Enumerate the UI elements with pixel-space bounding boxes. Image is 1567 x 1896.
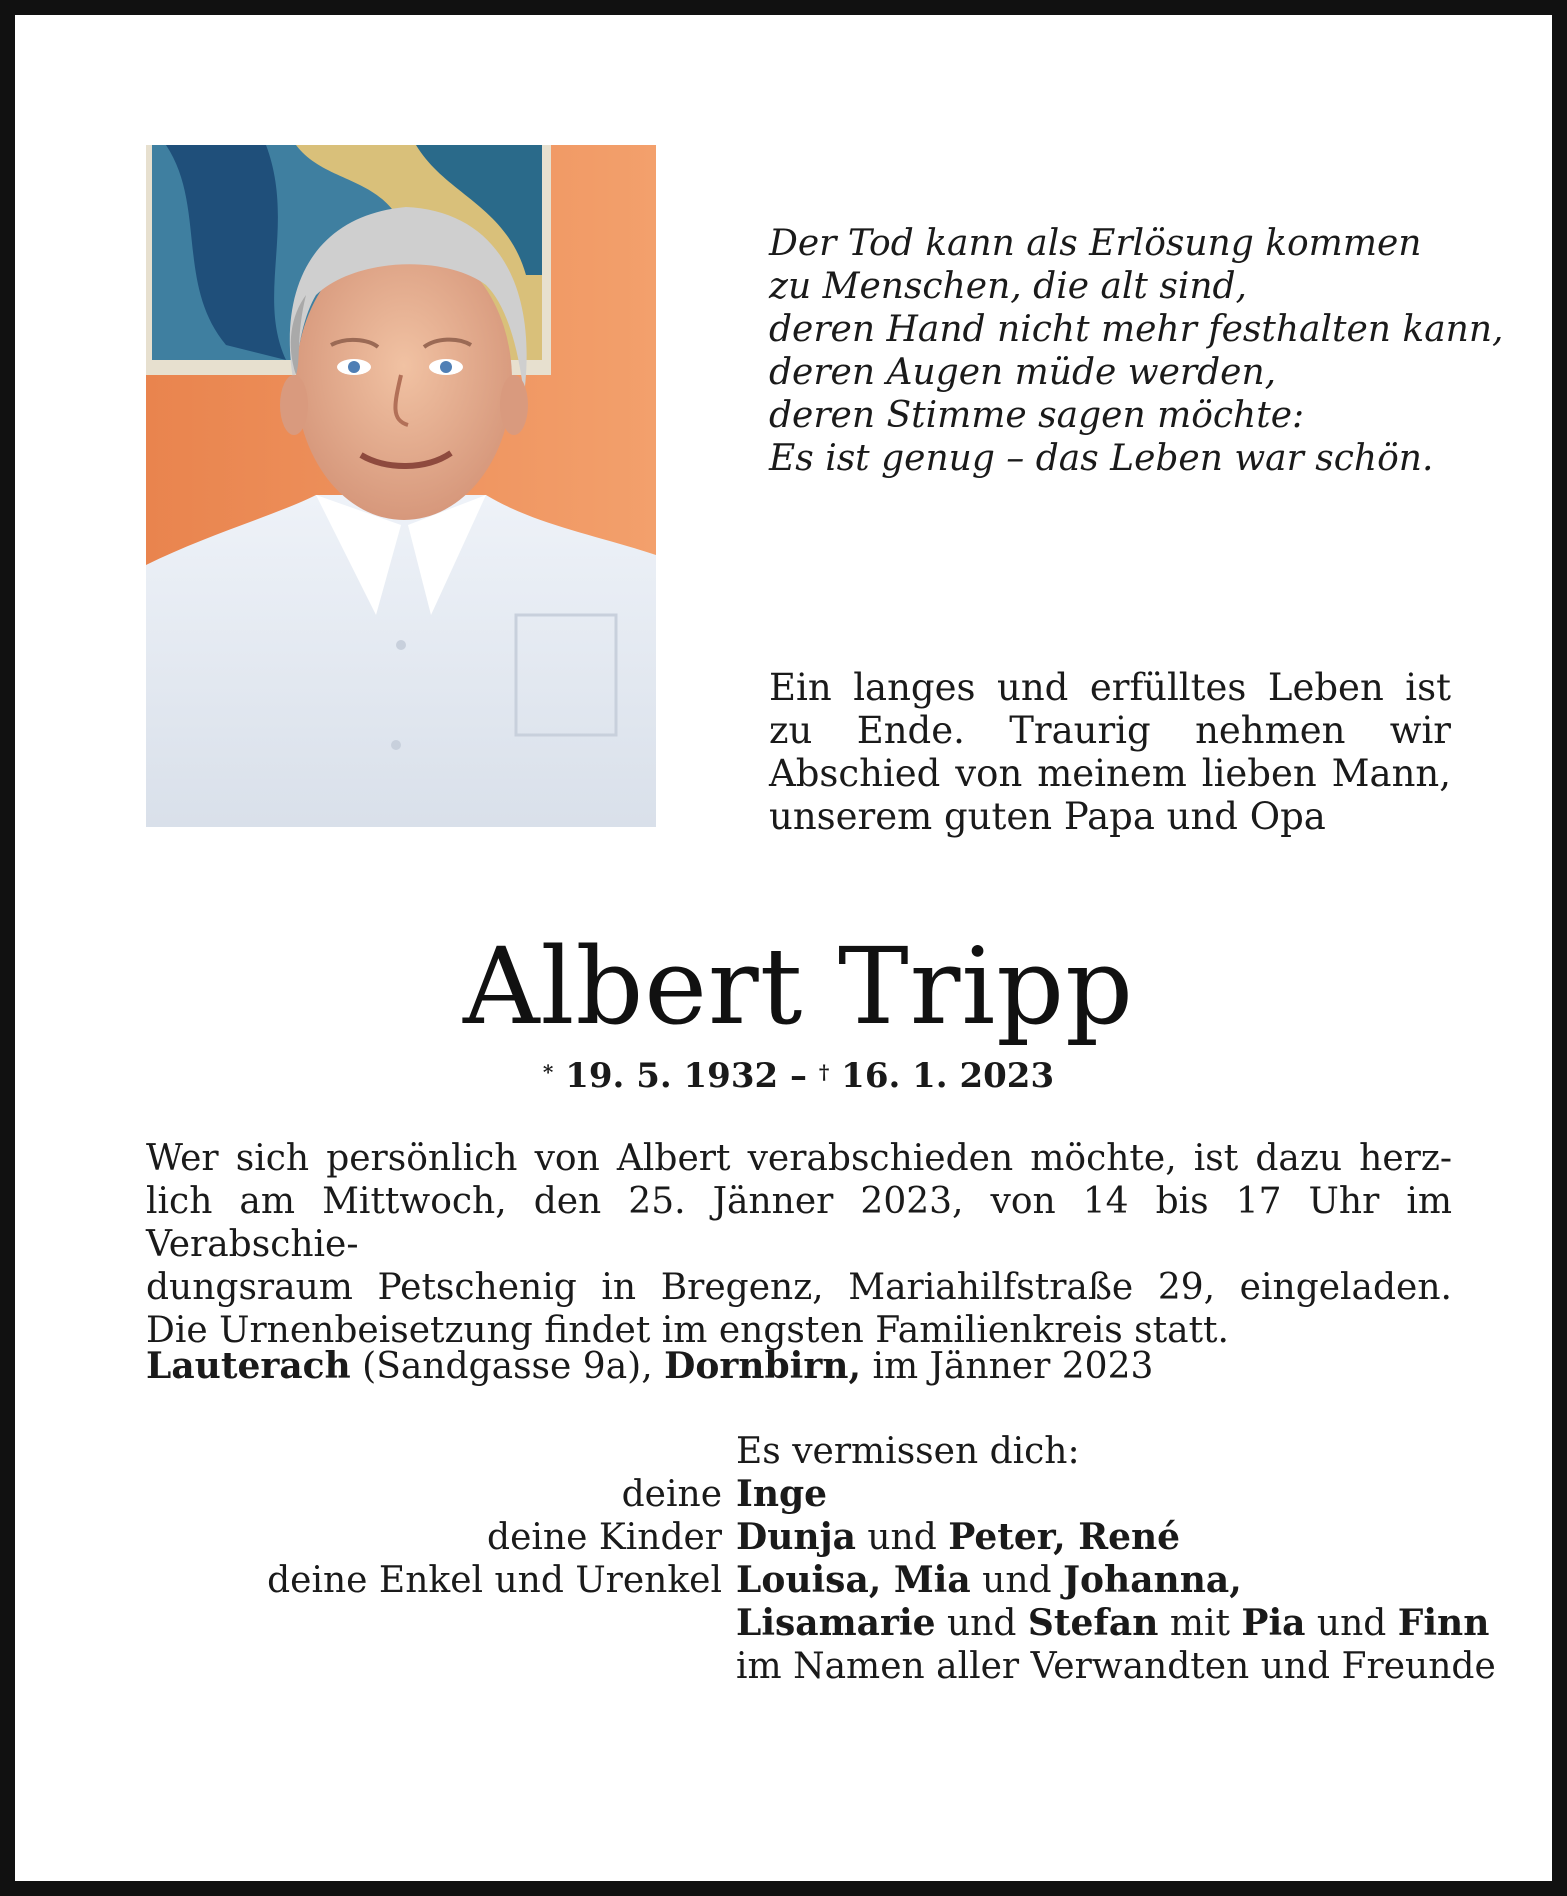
life-dates xyxy=(15,1055,1567,1097)
wife-label: deine xyxy=(621,1474,722,1515)
wife-name: Inge xyxy=(736,1473,828,1515)
death-date: 16. 1. 2023 xyxy=(841,1056,1055,1096)
announcement-text xyxy=(146,1137,1452,1352)
portrait-image xyxy=(146,145,656,827)
announcement-line: Wer sich persönlich von Albert verabschieden möchte, ist dazu herz- xyxy=(146,1138,1452,1179)
child-name: Peter, René xyxy=(948,1516,1181,1558)
announcement-line: lich am Mittwoch, den 25. Jänner 2023, von 14 bis 17 Uhr im Verabschie- xyxy=(146,1181,1452,1265)
child-name: Dunja xyxy=(736,1516,856,1558)
town-dornbirn: Dornbirn, xyxy=(664,1345,861,1387)
conjunction-with: mit xyxy=(1158,1603,1242,1644)
town-lauterach: Lauterach xyxy=(146,1345,351,1387)
grandchild-name: Louisa, Mia xyxy=(736,1559,971,1601)
intro-text: Ein langes und erfülltes Leben ist zu Ende. Traurig nehmen wir Abschied von meinem lieben Mann, unserem guten Papa und Opa xyxy=(769,666,1451,838)
conjunction: und xyxy=(1305,1603,1398,1644)
grandchildren-names xyxy=(736,1559,1242,1602)
conjunction: und xyxy=(935,1603,1028,1644)
notice-date: im Jänner 2023 xyxy=(861,1346,1154,1387)
conjunction: und xyxy=(855,1517,949,1558)
grandchild-name: Johanna, xyxy=(1063,1559,1242,1601)
date-separator: – xyxy=(778,1056,819,1096)
grandchild-name: Pia xyxy=(1241,1602,1306,1644)
poem-line: Der Tod kann als Erlösung kommen xyxy=(769,223,1422,264)
poem-line: zu Menschen, die alt sind, xyxy=(769,266,1248,307)
mourners-heading: Es vermissen dich: xyxy=(736,1431,1080,1472)
children-label: deine Kinder xyxy=(487,1517,722,1558)
children-names xyxy=(736,1516,1180,1559)
grandchild-name: Finn xyxy=(1397,1602,1490,1644)
poem-line: deren Stimme sagen möchte: xyxy=(769,395,1305,436)
deceased-name: Albert Tripp xyxy=(463,925,1134,1048)
grandchild-name: Stefan xyxy=(1027,1602,1159,1644)
grandchildren-label: deine Enkel und Urenkel xyxy=(267,1560,722,1601)
birth-symbol: * xyxy=(542,1060,554,1084)
place-and-date xyxy=(146,1345,1452,1388)
wife-names xyxy=(736,1473,827,1516)
poem-line: deren Hand nicht mehr festhalten kann, xyxy=(769,309,1504,350)
birth-date: 19. 5. 1932 xyxy=(565,1056,779,1096)
grandchild-name: Lisamarie xyxy=(736,1602,936,1644)
grandchildren-names-2 xyxy=(736,1602,1489,1645)
death-symbol: † xyxy=(818,1060,830,1084)
poem xyxy=(769,222,1504,480)
conjunction: und xyxy=(970,1560,1063,1601)
announcement-line: Die Urnenbeisetzung findet im engsten Familienkreis statt. xyxy=(146,1310,1229,1351)
poem-line: Es ist genug – das Leben war schön. xyxy=(769,438,1434,479)
announcement-line: dungsraum Petschenig in Bregenz, Mariahilfstraße 29, eingeladen. xyxy=(146,1267,1452,1308)
portrait-photo xyxy=(146,145,656,827)
address: (Sandgasse 9a), xyxy=(350,1346,665,1387)
closing-line: im Namen aller Verwandten und Freunde xyxy=(736,1646,1496,1687)
poem-line: deren Augen müde werden, xyxy=(769,352,1277,393)
